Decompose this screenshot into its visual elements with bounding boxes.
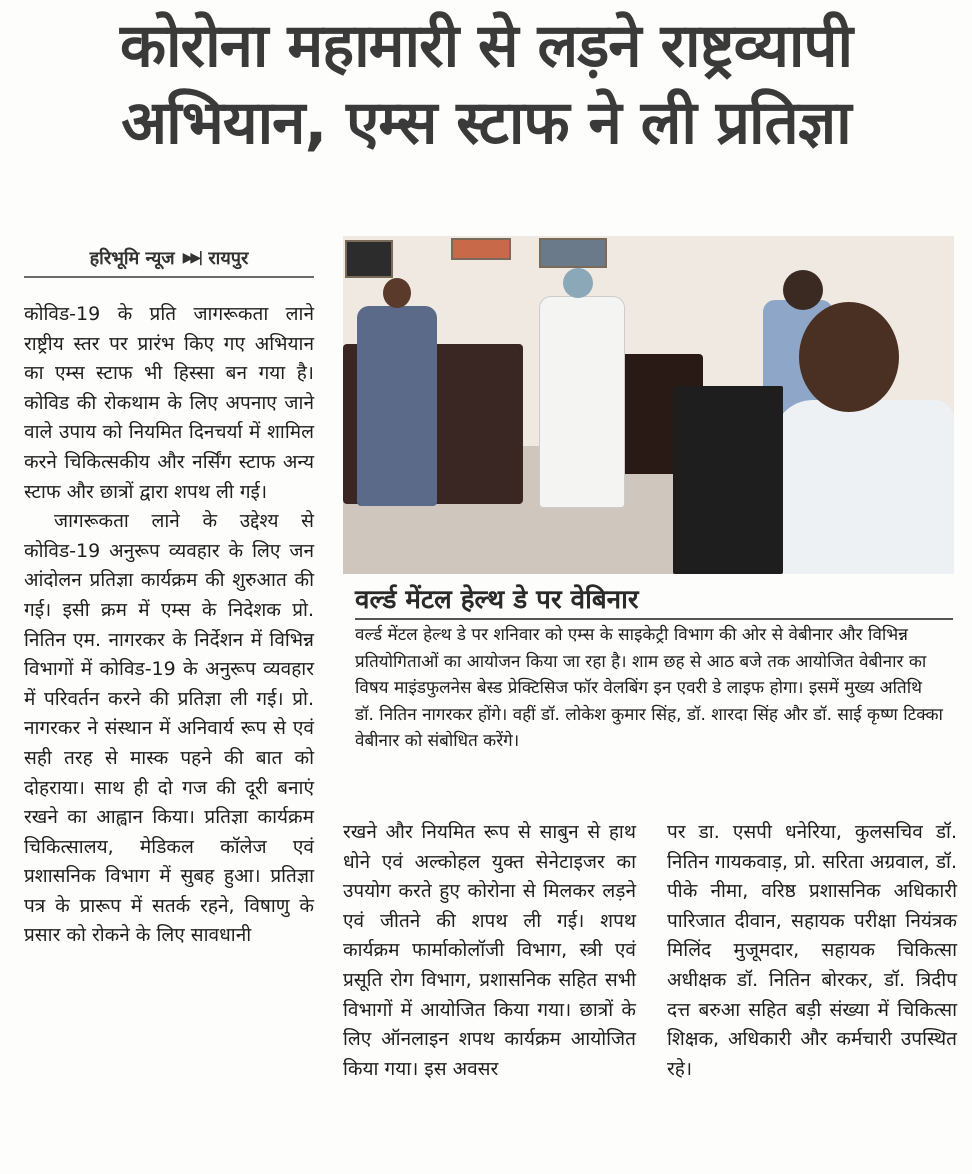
sidebox-text bbox=[355, 622, 945, 755]
headline bbox=[14, 8, 958, 162]
headline-line-2: अभियान, एम्स स्टाफ ने ली प्रतिज्ञा bbox=[121, 88, 851, 158]
sidebox-title: वर्ल्ड मेंटल हेल्थ डे पर वेबिनार bbox=[355, 580, 953, 620]
photo-person-3-head bbox=[783, 270, 823, 310]
photo-wall-sign bbox=[451, 238, 511, 260]
news-photo bbox=[343, 236, 954, 574]
article-paragraph-3: रखने और नियमित रूप से साबुन से हाथ धोने एवं अल्कोहल युक्त सेनेटाइजर का उपयोग करते हुए कोरोना से मिलकर लड़ने एवं जीतने की शपथ ली गई। शपथ कार्यक्रम फार्माकोलॉजी विभाग, स्त्री एवं प्रसूति रोग विभाग, प्रशासनिक सहित सभी विभागों में आयोजित किया गया। छात्रों के लिए ऑनलाइन शपथ कार्यक्रम आयोजित किया गया। इस अवसर bbox=[343, 821, 636, 1080]
photo-person-4 bbox=[773, 400, 954, 574]
photo-wall-picture bbox=[539, 238, 607, 268]
headline-line-1: कोरोना महामारी से लड़ने राष्ट्रव्यापी bbox=[119, 11, 853, 81]
photo-person-1 bbox=[357, 306, 437, 506]
photo-person-2 bbox=[539, 296, 625, 508]
article-paragraph-2: जागरूकता लाने के उद्देश्य से कोविड-19 अनुरूप व्यवहार के लिए जन आंदोलन प्रतिज्ञा कार्यक्रम की शुरुआत की गई। इसी क्रम में एम्स के निदेशक प्रो. नितिन एम. नागरकर के निर्देशन में विभिन्न विभागों में कोविड-19 के अनुरूप व्यवहार में परिवर्तन करने की प्रतिज्ञा ली गई। प्रो. नागरकर ने संस्थान में अनिवार्य रूप से एवं सही तरह से मास्क पहने की बात को दोहराया। साथ ही दो गज की दूरी बनाएं रखने का आह्वान किया। प्रतिज्ञा कार्यक्रम चिकित्सालय, मेडिकल कॉलेज एवं प्रशासनिक विभाग में सुबह हुआ। प्रतिज्ञा पत्र के प्रारूप में सतर्क रहने, विषाणु के प्रसार को रोकने के लिए सावधानी bbox=[24, 510, 314, 947]
photo-person-1-head bbox=[383, 278, 411, 308]
article-column-2 bbox=[343, 818, 636, 1084]
article-paragraph-1: कोविड-19 के प्रति जागरूकता लाने राष्ट्रीय स्तर पर प्रारंभ किए गए अभियान का एम्स स्टाफ भी हिस्सा बन गया है। कोविड की रोकथाम के लिए अपनाए जाने वाले उपाय को नियमित दिनचर्या में शामिल करने चिकित्सकीय और नर्सिंग स्टाफ अन्य स्टाफ और छात्रों द्वारा शपथ ली गई। bbox=[24, 303, 314, 503]
photo-person-4-head bbox=[799, 302, 899, 412]
article-column-1 bbox=[24, 300, 314, 951]
article-column-3 bbox=[667, 818, 957, 1084]
article-paragraph-4: पर डा. एसपी धनेरिया, कुलसचिव डॉ. नितिन गायकवाड़, प्रो. सरिता अग्रवाल, डॉ. पीके नीमा, वरिष्ठ प्रशासनिक अधिकारी पारिजात दीवान, सहायक परीक्षा नियंत्रक मिलिंद मुजूमदार, सहायक चिकित्सा अधीक्षक डॉ. नितिन बोरकर, डॉ. त्रिदीप दत्त बरुआ सहित बड़ी संख्या में चिकित्सा शिक्षक, अधिकारी और कर्मचारी उपस्थित रहे। bbox=[667, 821, 957, 1080]
photo-podium bbox=[673, 386, 783, 574]
photo-person-2-head bbox=[563, 268, 593, 298]
byline bbox=[24, 240, 314, 278]
photo-wall-frame bbox=[345, 240, 393, 278]
byline-source: हरिभूमि न्यूज bbox=[89, 248, 175, 269]
sidebox-paragraph: वर्ल्ड मेंटल हेल्थ डे पर शनिवार को एम्स के साइकेट्री विभाग की ओर से वेबीनार और विभिन्न प्रतियोगिताओं का आयोजन किया जा रहा है। शाम छह से आठ बजे तक आयोजित वेबीनार का विषय माइंडफुलनेस बेस्ड प्रेक्टिसिज फॉर वेलबिंग इन एवरी डे लाइफ होगा। इसमें मुख्य अतिथि डॉ. नितिन नागरकर होंगे। वहीं डॉ. लोकेश कुमार सिंह, डॉ. शारदा सिंह और डॉ. साई कृष्ण टिक्का वेबीनार को संबोधित करेंगे। bbox=[355, 625, 943, 751]
byline-separator-icon: ▶▶| bbox=[182, 250, 201, 266]
byline-city: रायपुर bbox=[208, 248, 249, 269]
